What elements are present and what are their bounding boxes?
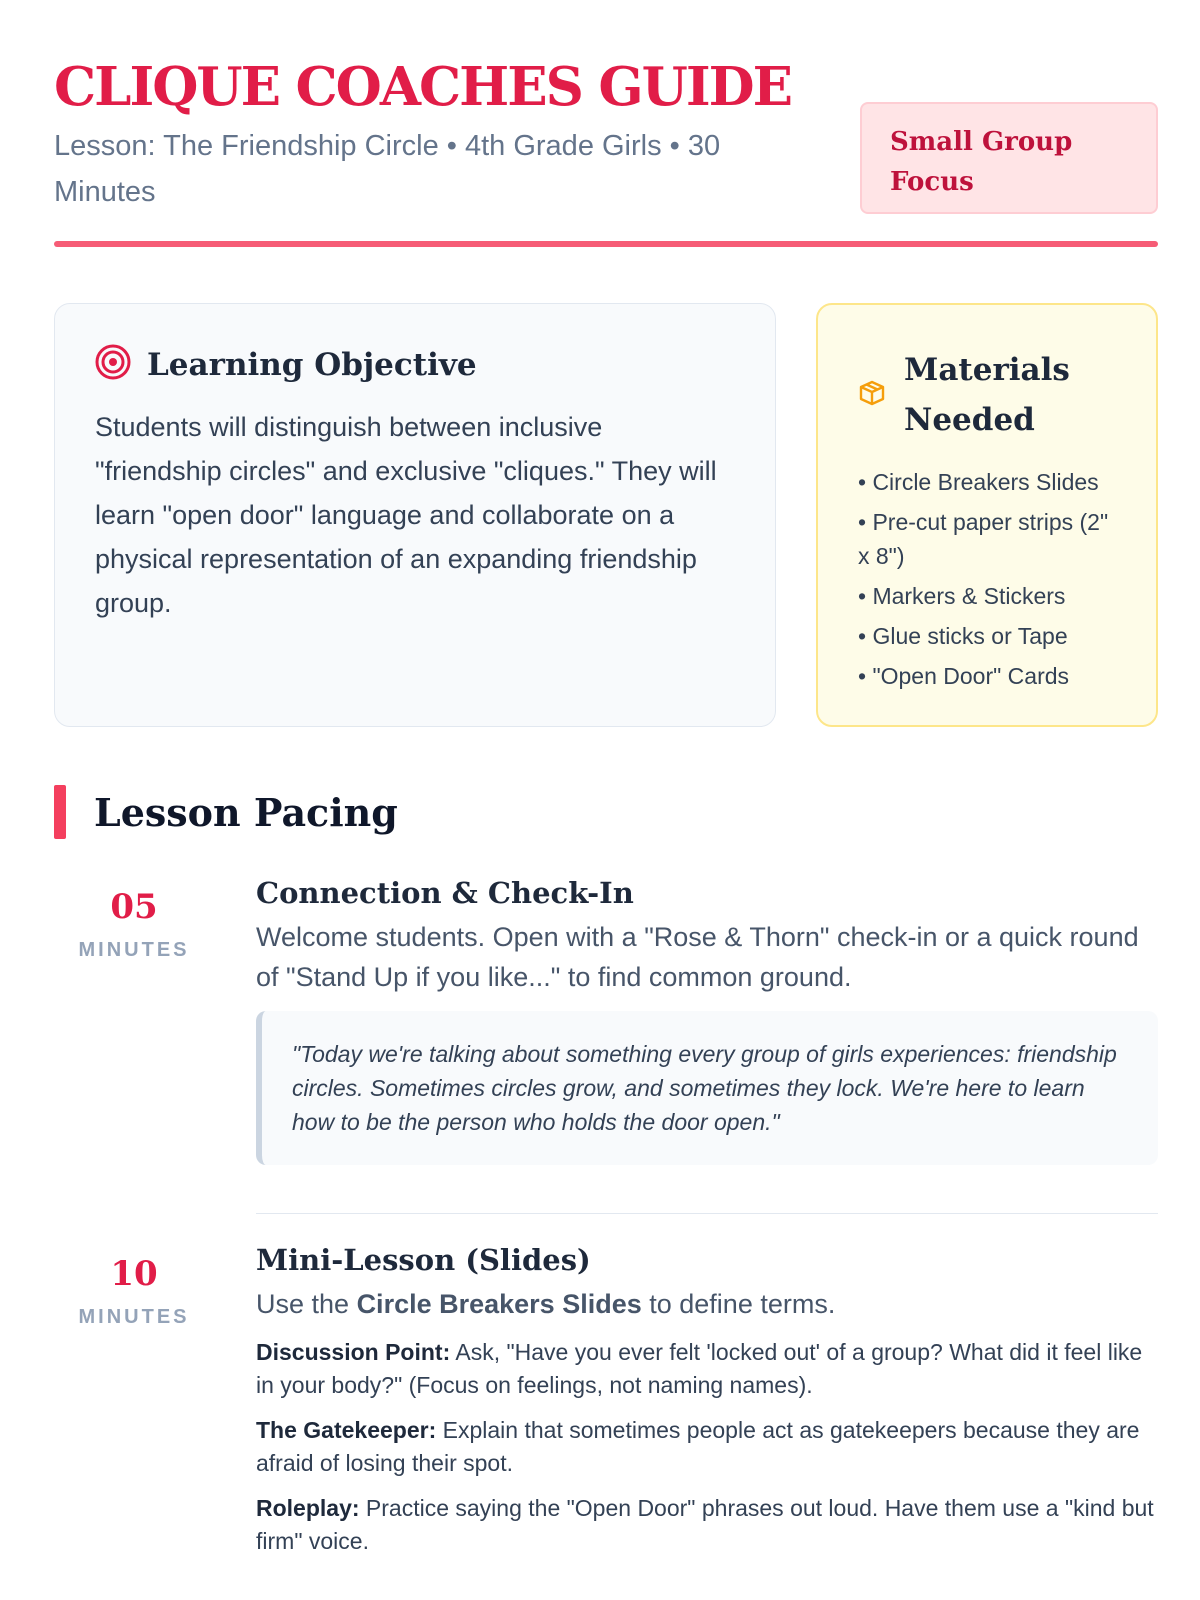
step-content [256,1240,1158,1558]
list-item: • "Open Door" Cards [858,663,1070,689]
step-description: Welcome students. Open with a "Rose & Thorn" check-in or a quick round of "Stand Up if you like..." to find common ground. [256,922,1139,992]
header-divider [54,241,1158,247]
point-text: Explain that sometimes people act as gatekeepers because they are afraid of losing their spot. [256,1417,1140,1476]
discussion-point [256,1336,1158,1402]
target-icon [95,344,131,385]
slides-reference: Circle Breakers Slides [356,1289,642,1319]
step-content [256,873,1158,1165]
section-accent-bar [54,785,66,839]
lesson-pacing-heading [54,785,398,839]
box-icon [858,379,886,412]
list-item: • Pre-cut paper strips (2" x 8") [858,509,1109,569]
point-text: Ask, "Have you ever felt 'locked out' of a group? What did it feel like in your body?" (Focus on feelings, not naming names). [256,1339,1143,1398]
roleplay-point [256,1492,1158,1558]
gatekeeper-point [256,1414,1158,1480]
script-quote: "Today we're talking about something every group of girls experiences: friendship circles. Sometimes circles grow, and sometimes they lock. We're here to learn how to be the person who holds the door open." [256,1011,1158,1165]
step-title: Connection & Check-In [256,876,634,910]
point-label: Roleplay: [256,1495,360,1521]
learning-objective-card [54,303,776,727]
step-duration [54,1252,214,1329]
materials-title: Materials Needed [904,352,1070,438]
point-label: Discussion Point: [256,1339,451,1365]
desc-text: to define terms. [641,1289,836,1319]
point-text: Practice saying the "Open Door" phrases out loud. Have them use a "kind but firm" voice. [256,1495,1154,1554]
page-title: CLIQUE COACHES GUIDE [54,56,791,118]
materials-card [816,303,1158,727]
lesson-subtitle: Lesson: The Friendship Circle • 4th Grade Girls • 30 Minutes [54,130,721,208]
header [54,55,1158,250]
step-unit: MINUTES [78,939,190,961]
section-title: Lesson Pacing [94,789,398,835]
step-minutes: 10 [110,1254,158,1294]
step-minutes: 05 [110,887,158,927]
objective-text: Students will distinguish between inclusive "friendship circles" and exclusive "cliques." They will learn "open door" language and collaborate on a physical representation of an expanding friendship group. [95,412,717,618]
list-item: • Circle Breakers Slides [858,469,1099,495]
materials-list [858,465,1116,693]
step-description [256,1284,1158,1324]
step-duration [54,885,214,962]
list-item: • Markers & Stickers [858,583,1066,609]
list-item: • Glue sticks or Tape [858,623,1068,649]
focus-badge: Small Group Focus [860,102,1158,214]
desc-text: Use the [256,1289,357,1319]
objective-title: Learning Objective [147,346,477,383]
step-unit: MINUTES [78,1306,190,1328]
point-label: The Gatekeeper: [256,1417,437,1443]
step-title: Mini-Lesson (Slides) [256,1243,591,1277]
step-divider [256,1213,1158,1214]
